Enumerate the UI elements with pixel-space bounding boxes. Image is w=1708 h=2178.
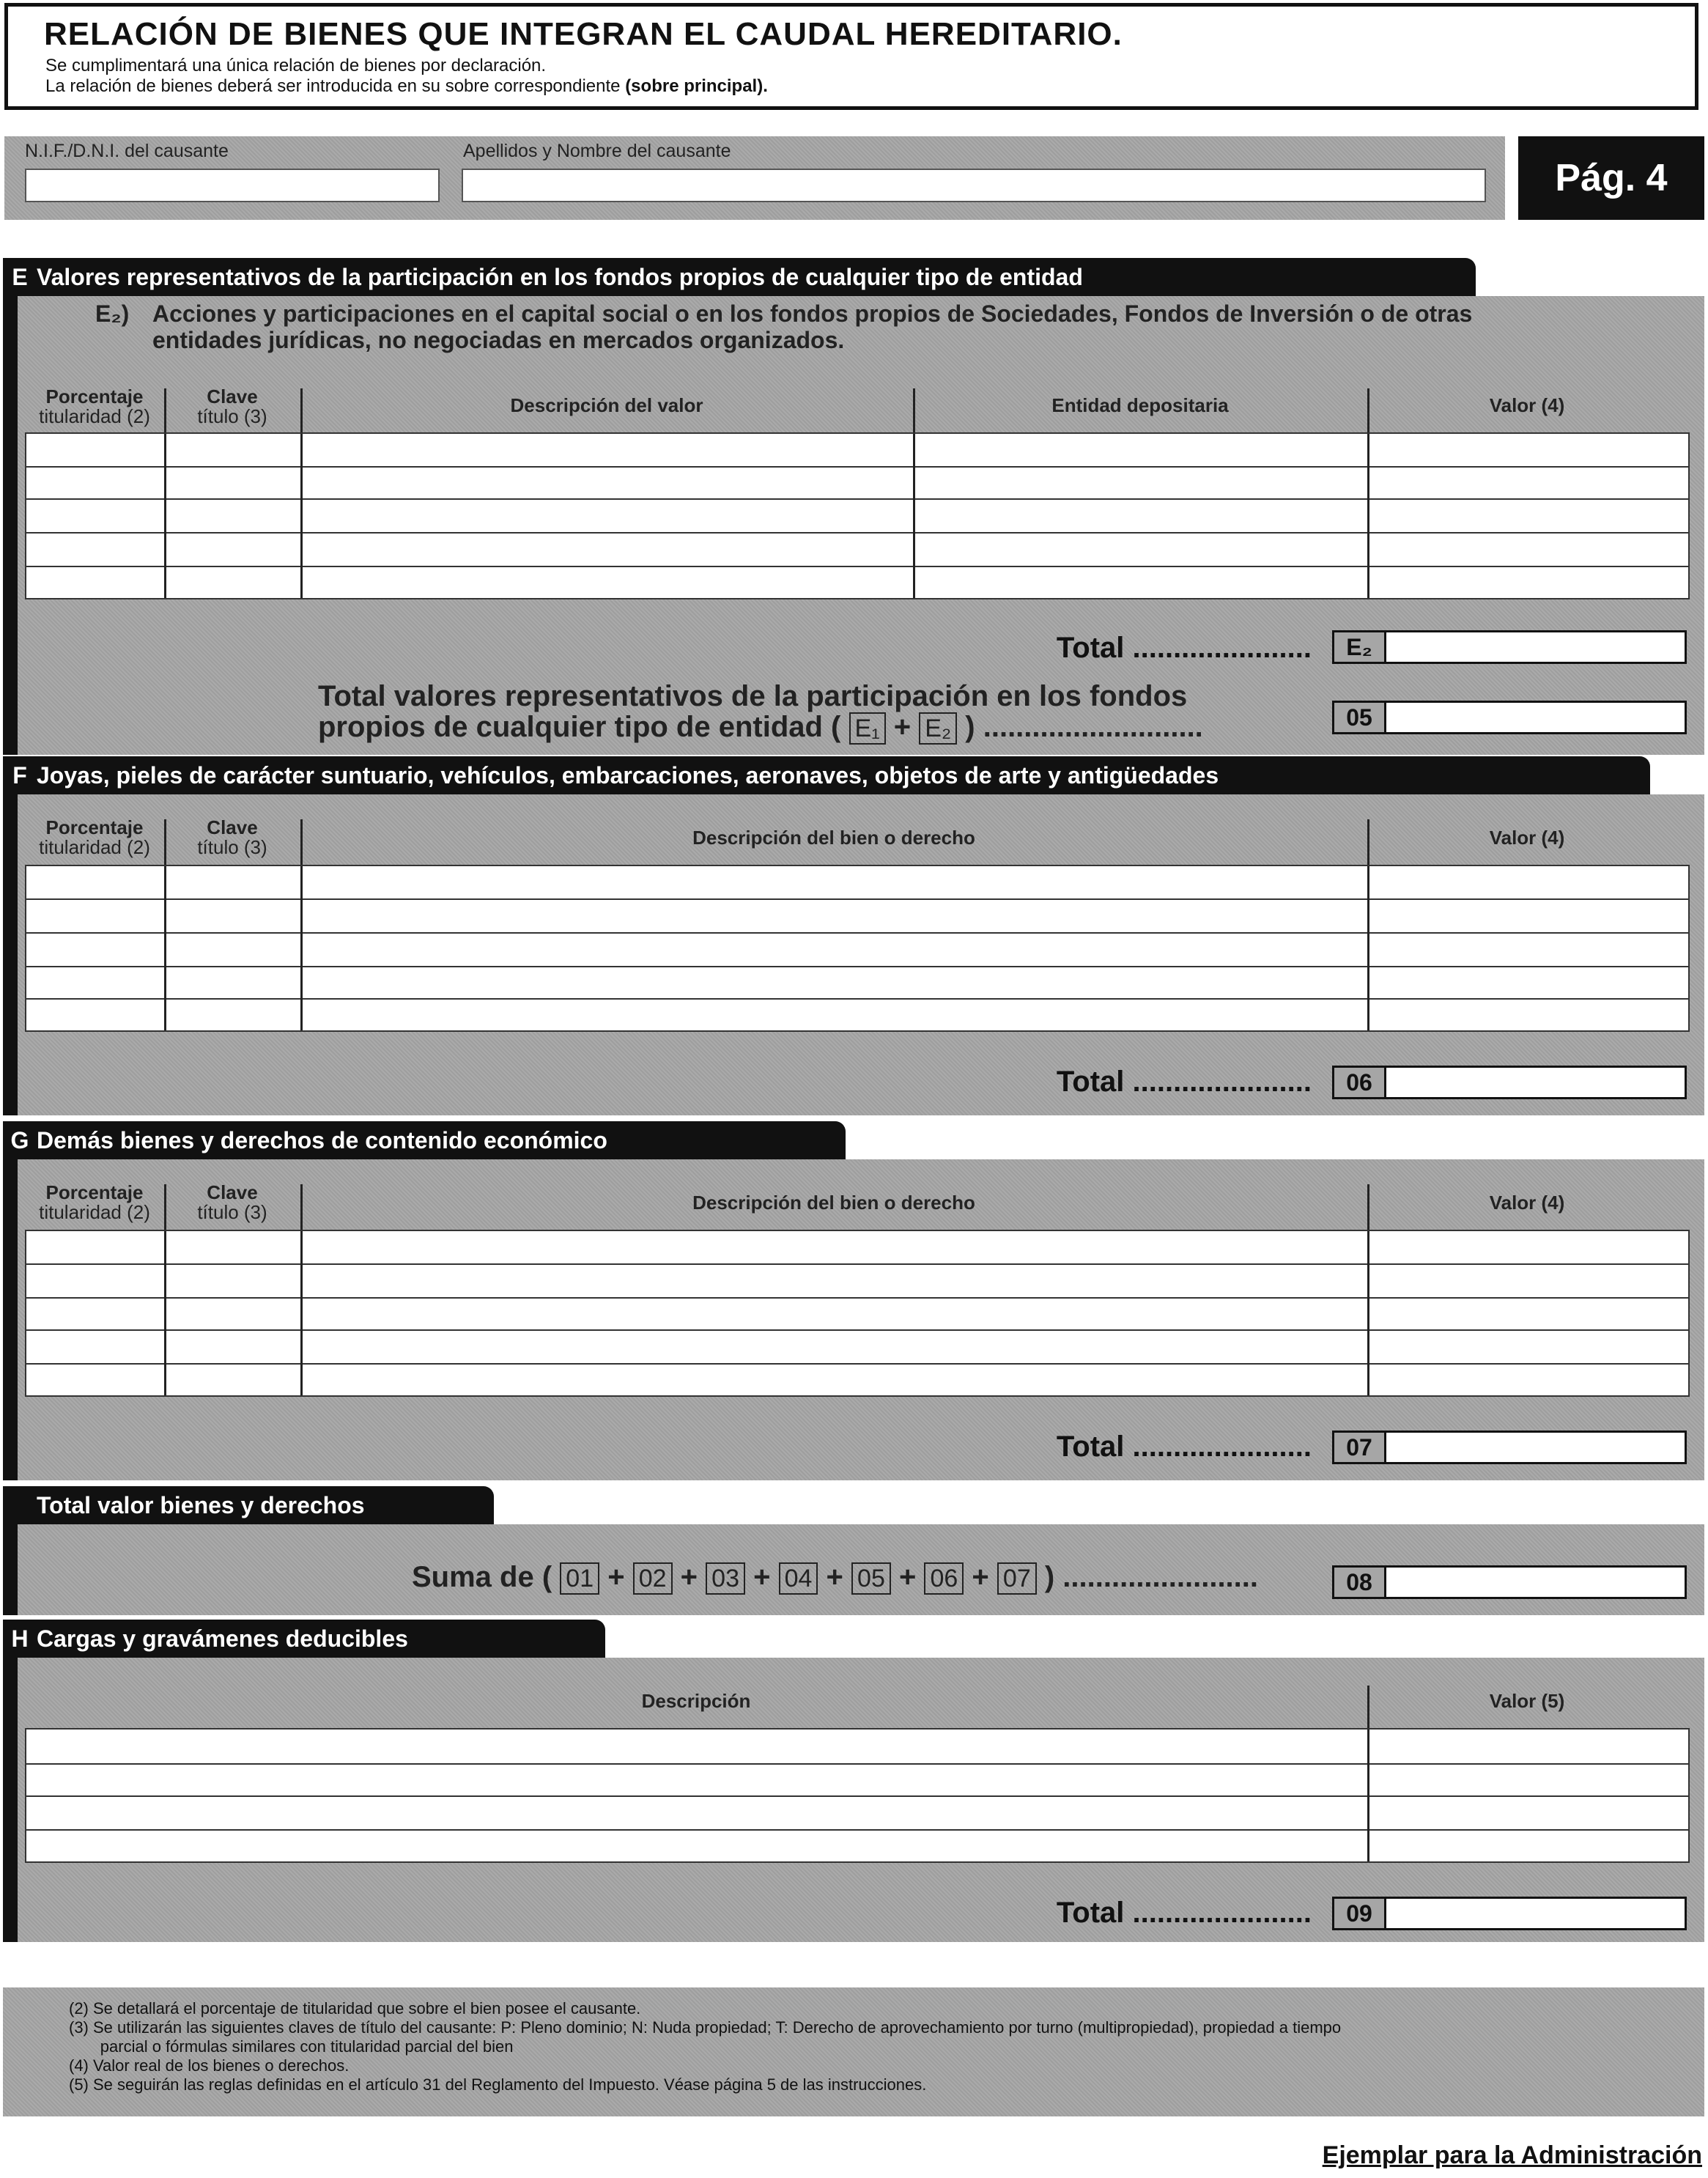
h-col-valor: Valor (5) bbox=[1489, 1690, 1565, 1712]
nif-label: N.I.F./D.N.I. del causante bbox=[25, 141, 229, 161]
footnote-3: (3) Se utilizarán las siguientes claves de título del causante: P: Pleno dominio; N: Nuda propiedad; T: Derecho de aprovechamiento por turno (multipropiedad), propiedad a tiempo bbox=[69, 2018, 1342, 2037]
section-h-total-label: Total ...................... bbox=[1056, 1897, 1312, 1929]
ref-01: 01 bbox=[560, 1562, 599, 1595]
section-f-tab bbox=[3, 756, 1650, 794]
header-instruction-2: La relación de bienes deberá ser introducida en su sobre correspondiente (sobre principal). bbox=[45, 76, 768, 96]
section-f-total-code: 06 bbox=[1332, 1066, 1386, 1099]
section-g-total-field[interactable] bbox=[1386, 1431, 1687, 1464]
section-e2-code: E₂) bbox=[95, 300, 130, 327]
section-e2-total-code: E₂ bbox=[1332, 630, 1386, 664]
footnotes bbox=[69, 1999, 1681, 2094]
section-h-title: Cargas y gravámenes deducibles bbox=[37, 1625, 408, 1652]
e2-ref-box: E₂ bbox=[919, 712, 957, 745]
section-h-tab bbox=[3, 1620, 605, 1658]
suma-de-line: Suma de ( 01 + 02 + 03 + 04 + 05 + 06 + 07 ) ........................ bbox=[412, 1561, 1259, 1593]
section-e-tab bbox=[3, 258, 1476, 296]
e-col-entidad: Entidad depositaria bbox=[1051, 394, 1229, 416]
ref-02: 02 bbox=[633, 1562, 673, 1595]
section-g-total-code: 07 bbox=[1332, 1431, 1386, 1464]
g-col-clave: Clave título (3) bbox=[197, 1181, 267, 1224]
total-bienes-tab: Total valor bienes y derechos bbox=[3, 1486, 494, 1524]
ref-06: 06 bbox=[924, 1562, 964, 1595]
section-g-table[interactable] bbox=[25, 1230, 1690, 1397]
nombre-label: Apellidos y Nombre del causante bbox=[463, 141, 731, 161]
e-col-valor: Valor (4) bbox=[1489, 394, 1565, 416]
section-e-grand-total-code: 05 bbox=[1332, 701, 1386, 734]
header-instruction-1: Se cumplimentará una única relación de bienes por declaración. bbox=[45, 56, 547, 75]
section-f-total-label: Total ...................... bbox=[1056, 1066, 1312, 1098]
section-g-title: Demás bienes y derechos de contenido económico bbox=[37, 1127, 607, 1153]
section-e2-total-label: Total ...................... bbox=[1056, 632, 1312, 664]
section-h-total-code: 09 bbox=[1332, 1897, 1386, 1930]
f-col-porcentaje: Porcentaje titularidad (2) bbox=[39, 816, 150, 859]
section-e-title: Valores representativos de la participación en los fondos propios de cualquier tipo de entidad bbox=[37, 264, 1083, 290]
ref-03: 03 bbox=[706, 1562, 745, 1595]
section-e2-title: Acciones y participaciones en el capital social o en los fondos propios de Sociedades, Fondos de Inversión o de otras entidades jurídicas, no negociadas en mercados organizados. bbox=[152, 300, 1473, 353]
ref-07: 07 bbox=[997, 1562, 1037, 1595]
form-title: RELACIÓN DE BIENES QUE INTEGRAN EL CAUDAL HEREDITARIO. bbox=[44, 16, 1123, 52]
footnote-4: (4) Valor real de los bienes o derechos. bbox=[69, 2056, 350, 2075]
footnote-2: (2) Se detallará el porcentaje de titularidad que sobre el bien posee el causante. bbox=[69, 1999, 641, 2018]
section-e-table[interactable] bbox=[25, 432, 1690, 599]
g-col-valor: Valor (4) bbox=[1489, 1192, 1565, 1214]
nif-field[interactable] bbox=[25, 169, 440, 202]
section-h-letter: H bbox=[11, 1625, 29, 1652]
footnote-3-cont: parcial o fórmulas similares con titularidad parcial del bien bbox=[69, 2037, 514, 2056]
section-h-table[interactable] bbox=[25, 1728, 1690, 1863]
section-f-title: Joyas, pieles de carácter suntuario, vehículos, embarcaciones, aeronaves, objetos de arte y antigüedades bbox=[37, 762, 1219, 789]
section-e-grand-total-line2: propios de cualquier tipo de entidad ( E₁ + E₂ ) ........................... bbox=[318, 711, 1203, 743]
g-col-descripcion: Descripción del bien o derecho bbox=[692, 1192, 975, 1214]
f-col-descripcion: Descripción del bien o derecho bbox=[692, 827, 975, 849]
suma-label: Suma de ( bbox=[412, 1561, 552, 1593]
section-e-grand-total-field[interactable] bbox=[1386, 701, 1687, 734]
section-f-total-field[interactable] bbox=[1386, 1066, 1687, 1099]
g-col-porcentaje: Porcentaje titularidad (2) bbox=[39, 1181, 150, 1224]
footnote-5: (5) Se seguirán las reglas definidas en el artículo 31 del Reglamento del Impuesto. Véase página 5 de las instrucciones. bbox=[69, 2075, 927, 2094]
section-e2-total-field[interactable] bbox=[1386, 630, 1687, 664]
section-g-total-label: Total ...................... bbox=[1056, 1431, 1312, 1463]
section-f-table[interactable] bbox=[25, 865, 1690, 1032]
copy-label: Ejemplar para la Administración bbox=[1322, 2141, 1702, 2169]
section-e-letter: E bbox=[12, 264, 28, 290]
section-e-grand-total-line1: Total valores representativos de la participación en los fondos bbox=[318, 680, 1188, 712]
ref-04: 04 bbox=[779, 1562, 818, 1595]
nombre-field[interactable] bbox=[462, 169, 1486, 202]
ref-05: 05 bbox=[851, 1562, 891, 1595]
f-col-valor: Valor (4) bbox=[1489, 827, 1565, 849]
e-col-descripcion: Descripción del valor bbox=[510, 394, 703, 416]
total-bienes-code: 08 bbox=[1332, 1565, 1386, 1599]
e-col-porcentaje: Porcentaje titularidad (2) bbox=[39, 385, 150, 428]
section-h-total-field[interactable] bbox=[1386, 1897, 1687, 1930]
e-col-clave: Clave título (3) bbox=[197, 385, 267, 428]
e1-ref-box: E₁ bbox=[849, 712, 886, 745]
page-badge: Pág. 4 bbox=[1518, 136, 1704, 220]
h-col-descripcion: Descripción bbox=[641, 1690, 751, 1712]
section-g-letter: G bbox=[10, 1127, 29, 1153]
section-g-tab bbox=[3, 1121, 846, 1159]
section-f-letter: F bbox=[12, 762, 27, 789]
f-col-clave: Clave título (3) bbox=[197, 816, 267, 859]
total-bienes-field[interactable] bbox=[1386, 1565, 1687, 1599]
